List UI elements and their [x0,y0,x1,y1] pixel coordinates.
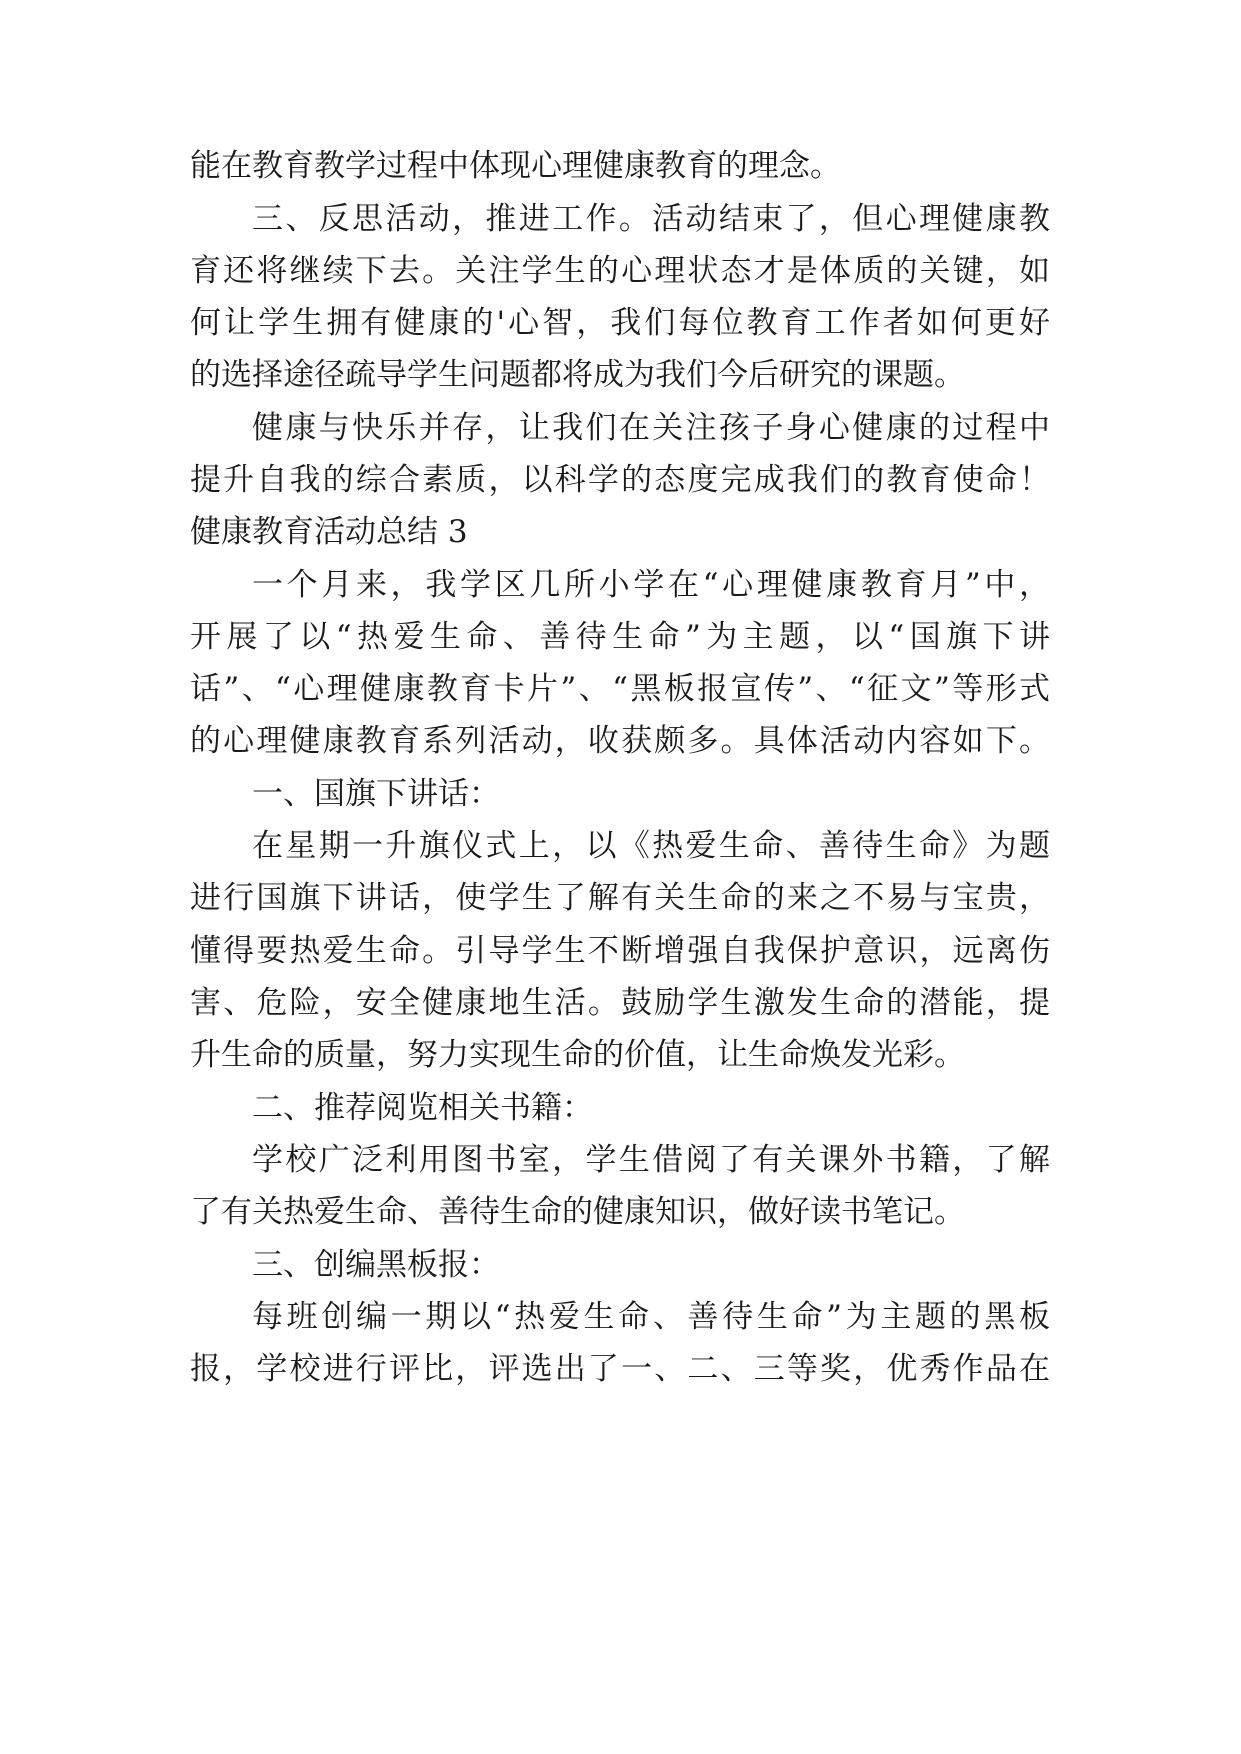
sub-heading: 一、国旗下讲话： [252,776,500,812]
body-line: 何让学生拥有健康的'心智，我们每位教育工作者如何更好 [190,305,1050,341]
body-line: 提升自我的综合素质，以科学的态度完成我们的教育使命！ [190,462,1050,498]
body-line: 话”、“心理健康教育卡片”、“黑板报宣传”、“征文”等形式 [190,671,1050,707]
body-line: 在星期一升旗仪式上，以《热爱生命、善待生命》为题 [252,828,1050,864]
body-line: 懂得要热爱生命。引导学生不断增强自我保护意识，远离伤 [190,933,1050,969]
body-line: 开展了以“热爱生命、善待生命”为主题，以“国旗下讲 [190,619,1050,655]
body-line: 的心理健康教育系列活动，收获颇多。具体活动内容如下。 [190,723,1050,759]
body-line: 健康与快乐并存，让我们在关注孩子身心健康的过程中 [252,410,1050,446]
body-line: 报，学校进行评比，评选出了一、二、三等奖，优秀作品在 [190,1351,1050,1387]
body-line: 进行国旗下讲话，使学生了解有关生命的来之不易与宝贵， [190,880,1050,916]
sub-heading: 三、创编黑板报： [252,1247,500,1283]
section-title: 健康教育活动总结 3 [190,514,468,550]
body-line: 升生命的质量，努力实现生命的价值，让生命焕发光彩。 [190,1037,965,1073]
body-line: 学校广泛利用图书室，学生借阅了有关课外书籍，了解 [252,1142,1050,1178]
sub-heading: 二、推荐阅览相关书籍： [252,1090,593,1126]
body-line: 的选择途径疏导学生问题都将成为我们今后研究的课题。 [190,357,965,393]
body-line: 了有关热爱生命、善待生命的健康知识，做好读书笔记。 [190,1194,965,1230]
body-line: 害、危险，安全健康地生活。鼓励学生激发生命的潜能，提 [190,985,1050,1021]
body-line: 三、反思活动，推进工作。活动结束了，但心理健康教 [252,201,1050,237]
body-line: 育还将继续下去。关注学生的心理状态才是体质的关键，如 [190,253,1050,289]
body-line: 能在教育教学过程中体现心理健康教育的理念。 [190,148,841,184]
body-line: 每班创编一期以“热爱生命、善待生命”为主题的黑板 [252,1299,1050,1335]
body-line: 一个月来，我学区几所小学在“心理健康教育月”中， [252,567,1050,603]
